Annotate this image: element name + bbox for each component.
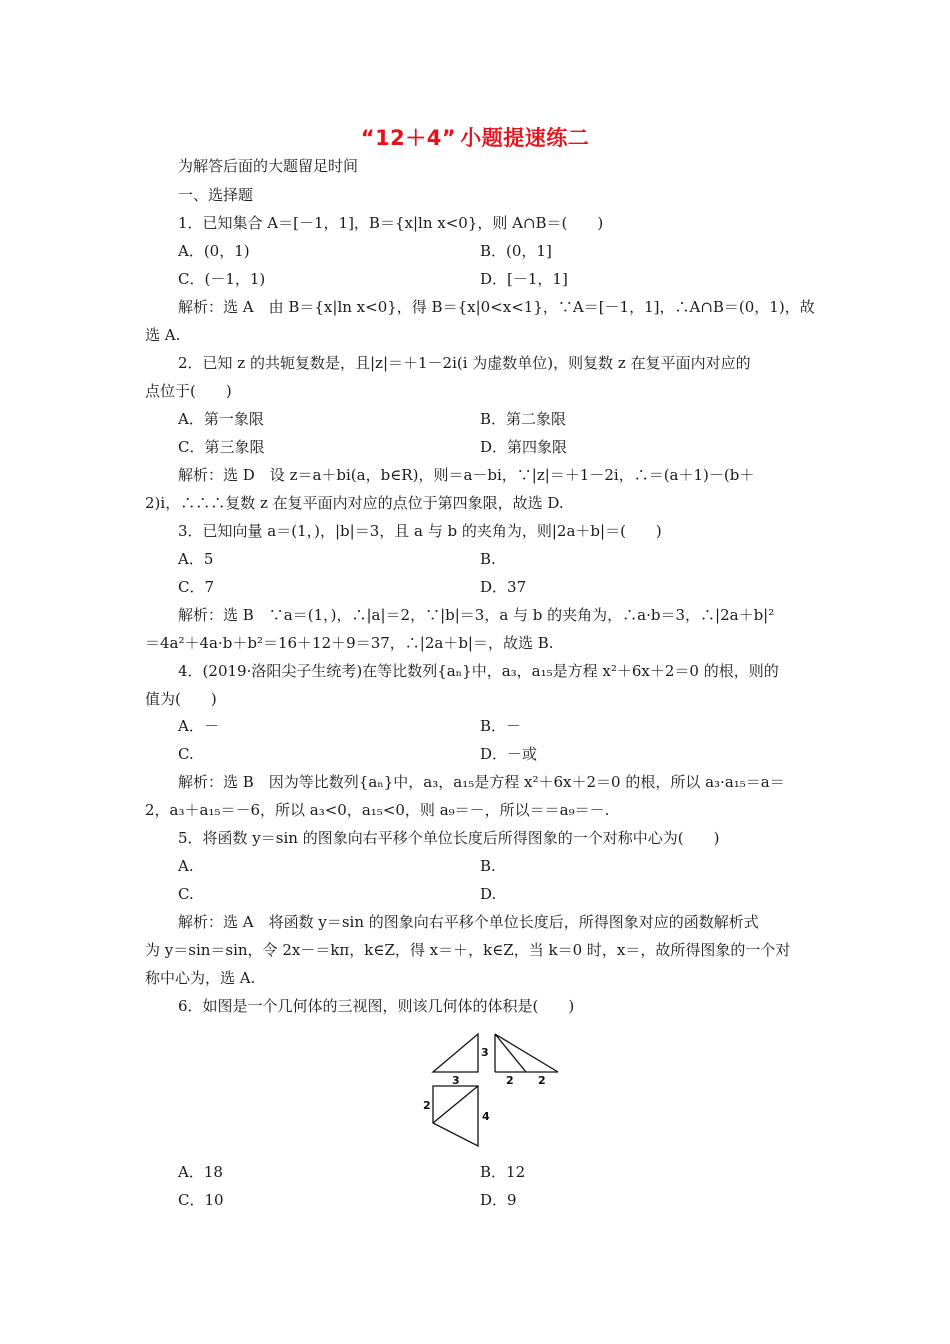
q1-solution-line2: 选 A. (145, 326, 181, 344)
q5-solution-line1: 解析：选 A 将函数 y＝sin 的图象向右平移个单位长度后，所得图象对应的函数解析式 (178, 913, 759, 931)
title-quote: “12＋4” (360, 126, 457, 150)
q1-stem: 1．已知集合 A＝[－1，1]，B＝{x|ln x<0}，则 A∩B＝( ) (178, 214, 604, 232)
q3-option-a: A．5 (178, 550, 214, 568)
q4-solution-line1: 解析：选 B 因为等比数列{aₙ}中，a₃，a₁₅是方程 x²＋6x＋2＝0 的根，所以 a₃·a₁₅＝a＝ (178, 773, 785, 791)
q1-option-a: A．(0，1) (178, 242, 250, 260)
side-view-hypotenuse (495, 1034, 558, 1072)
q4-stem-line1: 4．(2019·洛阳尖子生统考)在等比数列{aₙ}中，a₃，a₁₅是方程 x²＋6x＋2＝0 的根，则的 (178, 662, 779, 680)
q4-solution-line2: 2，a₃＋a₁₅＝－6，所以 a₃<0，a₁₅<0，则 a₉＝－，所以＝＝a₉＝－. (145, 801, 610, 819)
q2-option-d: D．第四象限 (480, 438, 568, 456)
q5-stem: 5．将函数 y＝sin 的图象向右平移个单位长度后所得图象的一个对称中心为( ) (178, 829, 720, 847)
q3-option-b: B. (480, 550, 496, 568)
q1-option-b: B．(0，1] (480, 242, 552, 260)
q4-option-d: D．－或 (480, 745, 538, 763)
q5-option-a: A. (178, 857, 194, 875)
q2-stem-line1: 2．已知 z 的共轭复数是，且|z|＝＋1－2i(i 为虚数单位)，则复数 z 在复平面内对应的 (178, 354, 751, 372)
q3-stem: 3．已知向量 a＝(1，)，|b|＝3，且 a 与 b 的夹角为，则|2a＋b|＝( ) (178, 522, 662, 540)
side-left-label: 2 (506, 1074, 514, 1087)
q5-solution-line2: 为 y＝sin＝sin，令 2x－＝kπ，k∈Z，得 x＝＋，k∈Z，当 k＝0 时，x＝，故所得图象的一个对 (145, 941, 791, 959)
section-heading: 一、选择题 (178, 186, 254, 204)
q2-solution-line1: 解析：选 D 设 z＝a＋bi(a，b∈R)，则＝a－bi，∵|z|＝＋1－2i，∴＝(a＋1)－(b＋ (178, 466, 755, 484)
q1-option-d: D．[－1，1] (480, 270, 568, 288)
q2-stem-line2: 点位于( ) (145, 382, 232, 400)
q5-solution-line3: 称中心为，选 A. (145, 969, 256, 987)
q1-option-c: C．(－1，1) (178, 270, 266, 288)
q4-stem-line2: 值为( ) (145, 690, 217, 708)
q3-solution-line1: 解析：选 B ∵a＝(1，)，∴|a|＝2，∵|b|＝3，a 与 b 的夹角为，∴a·b＝3，∴|2a＋b|² (178, 606, 775, 624)
q4-option-a: A．－ (178, 717, 219, 735)
top-view (433, 1086, 478, 1146)
subtitle: 为解答后面的大题留足时间 (178, 157, 359, 175)
side-view-inner (495, 1034, 526, 1072)
q5-option-d: D. (480, 885, 497, 903)
side-right-label: 2 (538, 1074, 546, 1087)
front-width-label: 3 (452, 1074, 460, 1087)
q2-option-a: A．第一象限 (178, 410, 264, 428)
top-left-label: 2 (423, 1099, 431, 1112)
q1-solution-line1: 解析：选 A 由 B＝{x|ln x<0}，得 B＝{x|0<x<1}，∵A＝[－1，1]，∴A∩B＝(0，1)，故 (178, 298, 815, 316)
q2-option-c: C．第三象限 (178, 438, 265, 456)
page-title (0, 122, 950, 152)
top-right-label: 4 (482, 1110, 490, 1123)
q4-option-b: B．－ (480, 717, 522, 735)
q4-option-c: C. (178, 745, 194, 763)
front-view (433, 1034, 478, 1072)
top-view-diagonal (433, 1086, 478, 1123)
q6-option-d: D．9 (480, 1191, 517, 1209)
three-view-figure (420, 1028, 570, 1158)
q5-option-b: B. (480, 857, 496, 875)
q2-solution-line2: 2)i，∴∴∴复数 z 在复平面内对应的点位于第四象限，故选 D. (145, 494, 564, 512)
q6-option-c: C．10 (178, 1191, 224, 1209)
q5-option-c: C. (178, 885, 194, 903)
q6-option-b: B．12 (480, 1163, 526, 1181)
front-height-label: 3 (481, 1046, 489, 1059)
q6-stem: 6．如图是一个几何体的三视图，则该几何体的体积是( ) (178, 997, 575, 1015)
q6-option-a: A．18 (178, 1163, 223, 1181)
q2-option-b: B．第二象限 (480, 410, 567, 428)
q3-option-d: D．37 (480, 578, 527, 596)
q3-solution-line2: ＝4a²＋4a·b＋b²＝16＋12＋9＝37，∴|2a＋b|＝，故选 B. (145, 634, 554, 652)
q3-option-c: C．7 (178, 578, 215, 596)
title-text: 小题提速练二 (460, 126, 590, 150)
